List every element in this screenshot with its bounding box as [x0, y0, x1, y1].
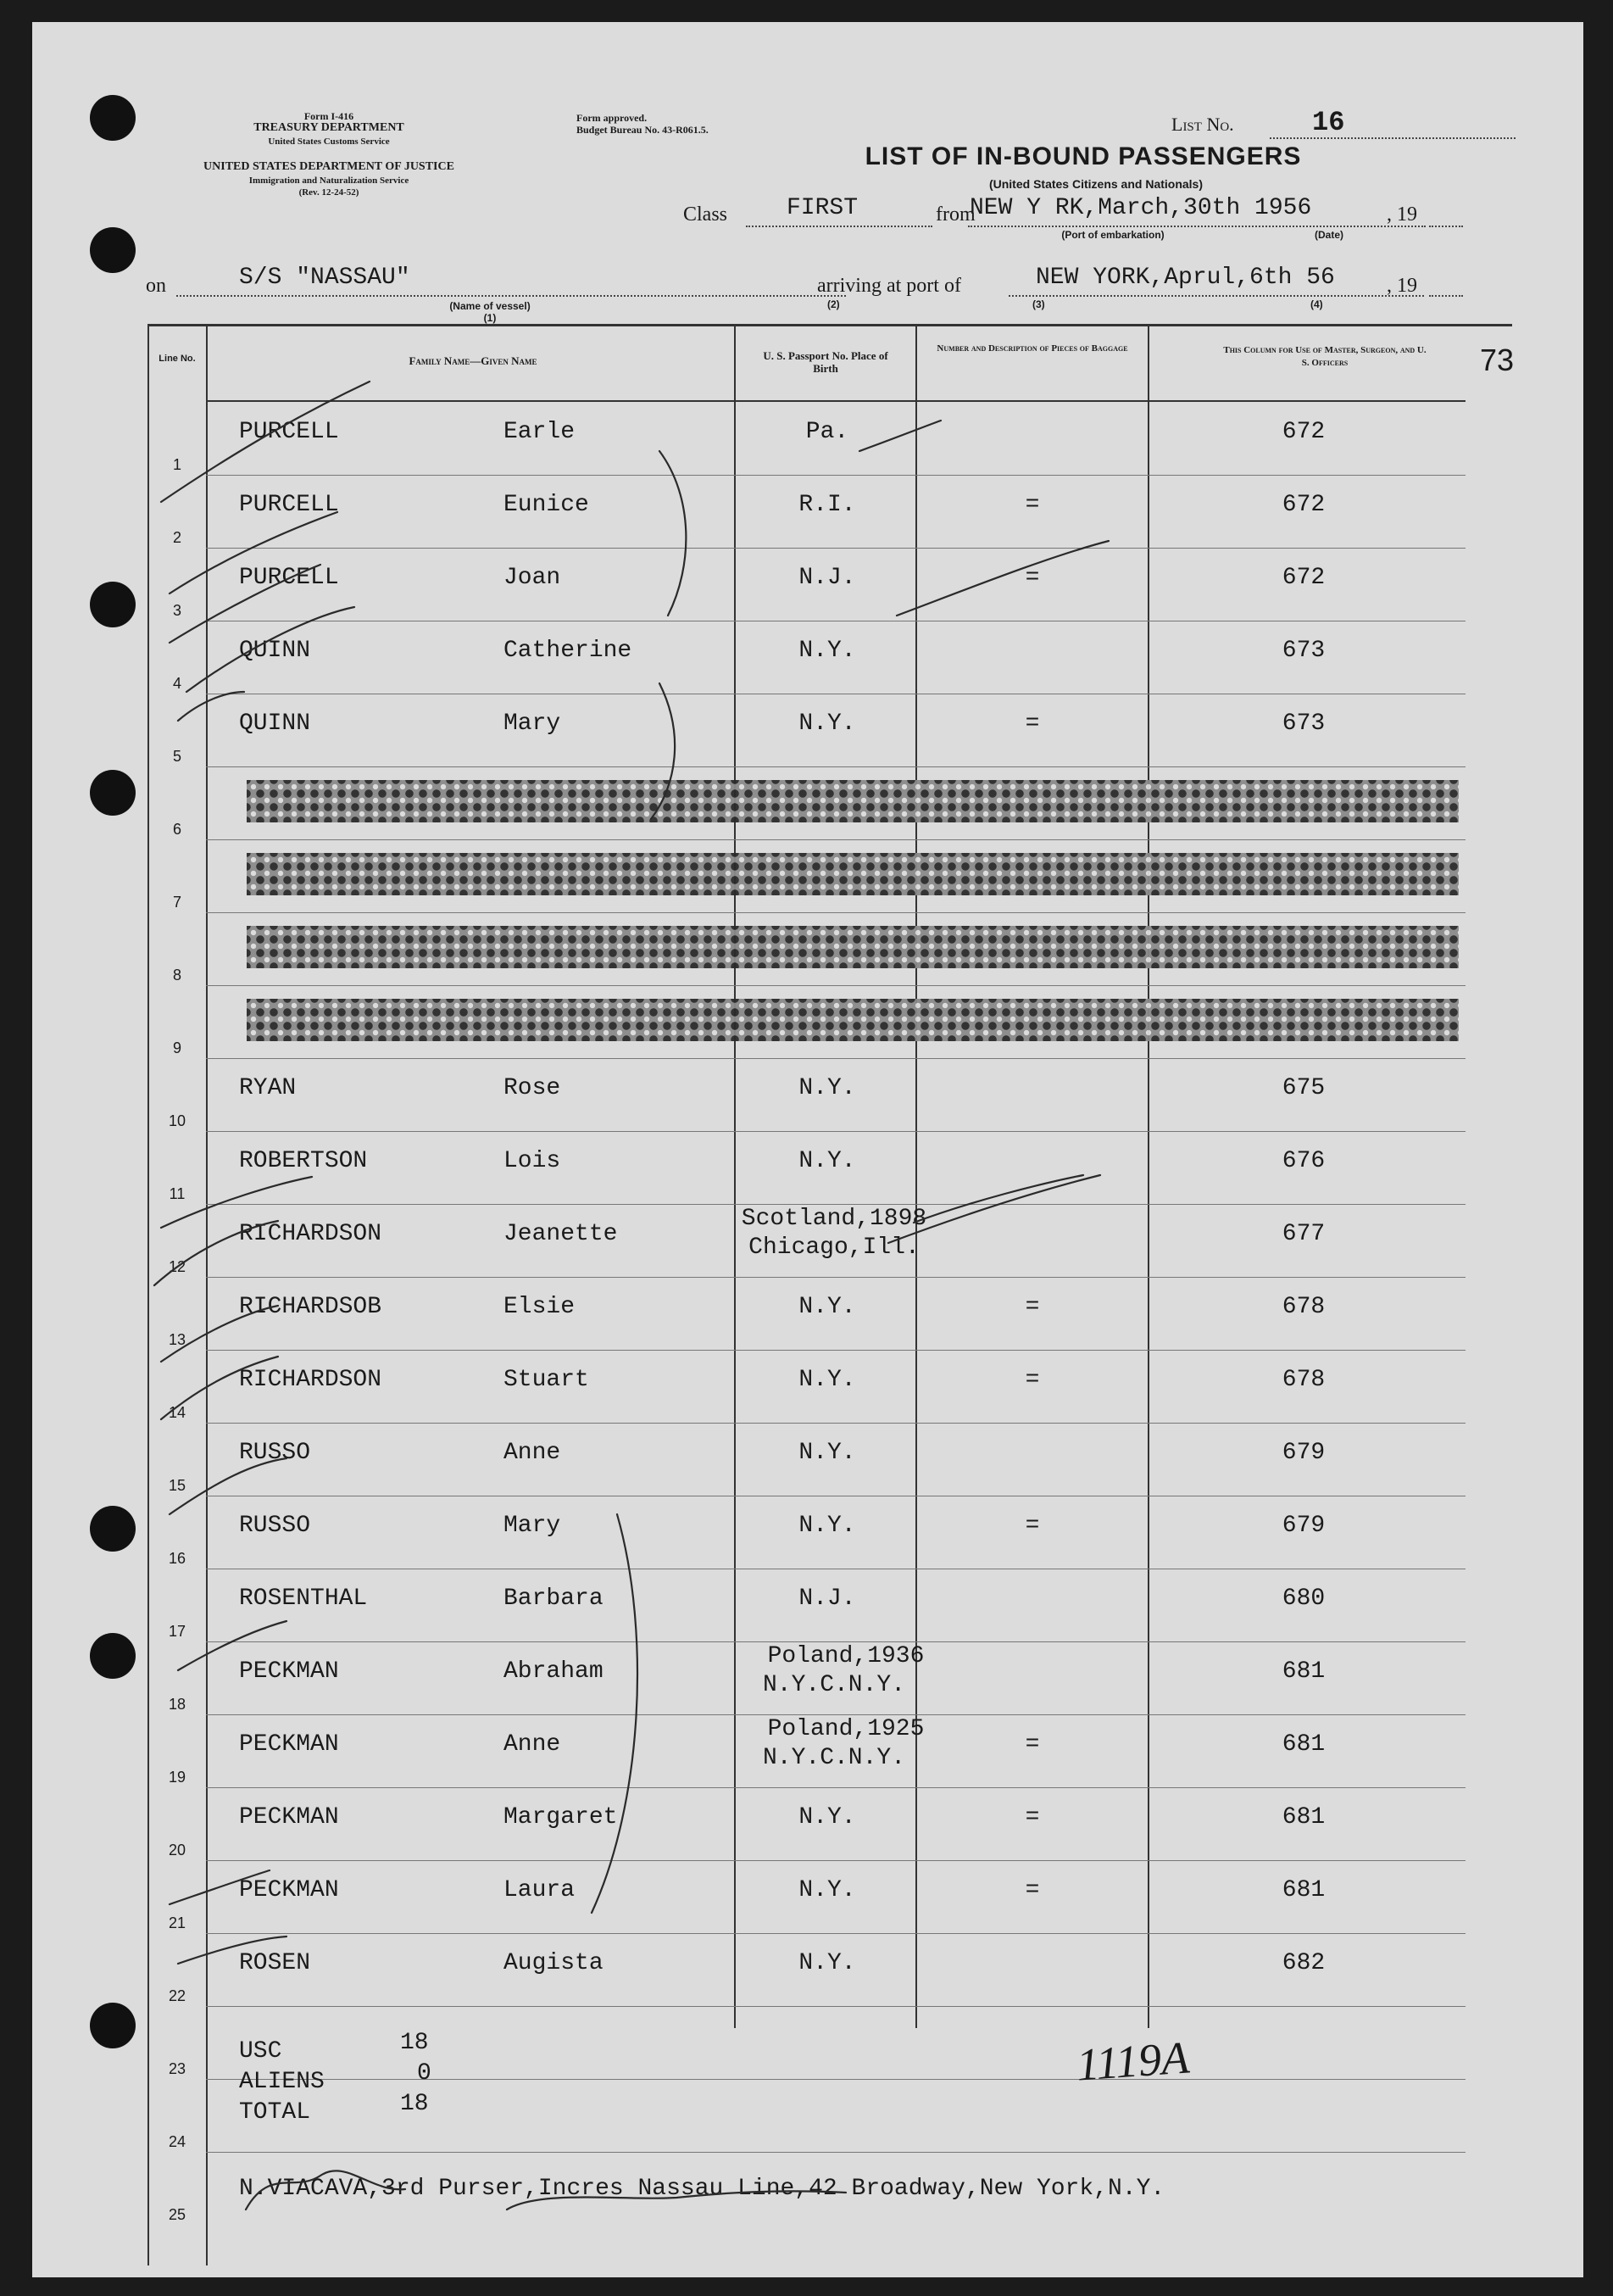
row-divider: [206, 985, 1466, 986]
baggage-ditto: =: [1025, 1877, 1040, 1903]
line-number: 15: [168, 1477, 186, 1494]
officer-number: 678: [1282, 1367, 1326, 1393]
family-name: PECKMAN: [239, 1731, 339, 1758]
column-2-number: (2): [827, 298, 840, 310]
date-caption: (Date): [1314, 229, 1343, 241]
given-name: Barbara: [503, 1585, 603, 1612]
vessel-caption: (Name of vessel): [449, 300, 531, 312]
redacted-row: [247, 780, 1459, 822]
row-divider: [206, 1204, 1466, 1205]
punch-hole: [90, 1506, 136, 1552]
row-divider: [206, 1714, 1466, 1715]
punch-hole: [90, 1633, 136, 1679]
line-number: 6: [172, 821, 181, 838]
line-number: 24: [168, 2133, 186, 2150]
baggage-ditto: =: [1025, 565, 1040, 591]
given-name: Eunice: [503, 492, 589, 518]
row-divider: [206, 1787, 1466, 1788]
punch-hole: [90, 770, 136, 816]
family-name: PECKMAN: [239, 1877, 339, 1903]
column-4-number: (4): [1310, 298, 1323, 310]
row-divider: [206, 2079, 1466, 2080]
header-family-name: Family Name—Given Name: [409, 354, 537, 367]
from-label: from: [936, 203, 976, 226]
on-label: on: [146, 275, 166, 297]
place-of-birth: N.Y.: [798, 711, 856, 737]
place-of-birth: N.Y.: [798, 1075, 856, 1101]
row-divider: [206, 912, 1466, 913]
family-name: PURCELL: [239, 565, 339, 591]
line-number: 14: [168, 1404, 186, 1421]
officer-number: 679: [1282, 1513, 1326, 1539]
line-number: 7: [172, 894, 181, 911]
port-embarkation-caption: (Port of embarkation): [1061, 229, 1165, 241]
line-number: 1: [172, 456, 181, 473]
row-divider: [206, 1131, 1466, 1132]
punch-hole: [90, 2003, 136, 2048]
baggage-ditto: =: [1025, 1513, 1040, 1539]
place-of-birth: Poland,1925: [767, 1716, 925, 1742]
place-of-birth: N.J.: [798, 1585, 856, 1612]
row-divider: [206, 766, 1466, 767]
arriving-label: arriving at port of: [817, 275, 961, 297]
header-baggage: Number and Description of Pieces of Baggage: [937, 343, 1128, 354]
line-number: 2: [172, 529, 181, 546]
redacted-row: [247, 926, 1459, 968]
line-number: 8: [172, 967, 181, 984]
header-officers: This Column for Use of Master, Surgeon, and U. S. Officers: [1223, 345, 1427, 368]
place-of-birth: N.Y.: [798, 1513, 856, 1539]
row-divider: [206, 475, 1466, 476]
officer-number: 672: [1282, 565, 1326, 591]
handwritten-note: 1119A: [1075, 2031, 1191, 2091]
officer-number: 681: [1282, 1877, 1326, 1903]
line-number: 10: [168, 1112, 186, 1129]
officer-number: 682: [1282, 1950, 1326, 1976]
header-line-no: Line No.: [159, 354, 196, 364]
line-number: 12: [168, 1258, 186, 1275]
usc-value: 18: [400, 2030, 429, 2056]
row-divider: [206, 1350, 1466, 1351]
baggage-ditto: =: [1025, 1804, 1040, 1831]
row-divider: [206, 2006, 1466, 2007]
family-name: PECKMAN: [239, 1804, 339, 1831]
officer-number: 673: [1282, 711, 1326, 737]
officer-number: 675: [1282, 1075, 1326, 1101]
usc-label: USC: [239, 2038, 282, 2065]
place-of-birth: N.Y.: [798, 1148, 856, 1174]
officer-number: 681: [1282, 1804, 1326, 1831]
total-value: 18: [400, 2091, 429, 2117]
page-number: 73: [1480, 343, 1515, 377]
given-name: Anne: [503, 1440, 561, 1466]
arriving-value: NEW YORK,Aprul,6th 56: [1036, 265, 1335, 291]
given-name: Catherine: [503, 638, 632, 664]
budget-bureau: Budget Bureau No. 43-R061.5.: [576, 124, 709, 136]
header-passport-birth: U. S. Passport No. Place of Birth: [763, 349, 888, 375]
officer-number: 679: [1282, 1440, 1326, 1466]
revision-date: (Rev. 12-24-52): [298, 187, 359, 198]
aliens-label: ALIENS: [239, 2069, 325, 2095]
given-name: Jeanette: [503, 1221, 618, 1247]
year-suffix: , 19: [1387, 203, 1417, 226]
officer-number: 678: [1282, 1294, 1326, 1320]
baggage-ditto: =: [1025, 1294, 1040, 1320]
line-number: 20: [168, 1842, 186, 1859]
officer-number: 672: [1282, 492, 1326, 518]
family-name: ROSEN: [239, 1950, 311, 1976]
given-name: Joan: [503, 565, 561, 591]
family-name: ROBERTSON: [239, 1148, 368, 1174]
column-3-number: (3): [1032, 298, 1045, 310]
line-number: 13: [168, 1331, 186, 1348]
given-name: Abraham: [503, 1658, 603, 1685]
aliens-value: 0: [417, 2060, 431, 2087]
page-title: LIST OF IN-BOUND PASSENGERS: [865, 142, 1302, 170]
customs-service: United States Customs Service: [268, 137, 390, 147]
class-label: Class: [683, 203, 728, 226]
row-divider: [206, 1423, 1466, 1424]
family-name: RUSSO: [239, 1440, 311, 1466]
line-number: 23: [168, 2060, 186, 2077]
place-of-birth-2: N.Y.C.N.Y.: [762, 1745, 906, 1771]
line-number: 3: [172, 602, 181, 619]
manifest-page: [32, 22, 1583, 2277]
place-of-birth-2: Chicago,Ill.: [748, 1234, 920, 1261]
baggage-ditto: =: [1025, 492, 1040, 518]
place-of-birth: N.Y.: [798, 638, 856, 664]
row-divider: [206, 1860, 1466, 1861]
line-number: 18: [168, 1696, 186, 1713]
family-name: ROSENTHAL: [239, 1585, 368, 1612]
place-of-birth: N.Y.: [798, 1950, 856, 1976]
family-name: QUINN: [239, 711, 311, 737]
class-value: FIRST: [787, 195, 859, 221]
officer-number: 672: [1282, 419, 1326, 445]
purser-line: N.VIACAVA,3rd Purser,Incres Nassau Line,42 Broadway,New York,N.Y.: [239, 2176, 1165, 2202]
row-divider: [206, 548, 1466, 549]
justice-dept: UNITED STATES DEPARTMENT OF JUSTICE: [203, 160, 454, 173]
given-name: Stuart: [503, 1367, 589, 1393]
form-number: Form I-416: [303, 110, 354, 122]
ins-service: Immigration and Naturalization Service: [248, 176, 409, 186]
line-number: 5: [172, 748, 181, 765]
given-name: Elsie: [503, 1294, 576, 1320]
given-name: Augista: [503, 1950, 603, 1976]
line-number: 19: [168, 1769, 186, 1786]
line-number: 4: [172, 675, 181, 692]
place-of-birth: N.J.: [798, 565, 856, 591]
officer-number: 677: [1282, 1221, 1326, 1247]
place-of-birth: N.Y.: [798, 1440, 856, 1466]
line-number: 22: [168, 1987, 186, 2004]
row-divider: [206, 1058, 1466, 1059]
punch-hole: [90, 582, 136, 627]
baggage-ditto: =: [1025, 1731, 1040, 1758]
vessel-caption-number: (1): [483, 312, 497, 324]
page-subtitle: (United States Citizens and Nationals): [988, 177, 1204, 191]
vessel-value: S/S "NASSAU": [239, 265, 410, 291]
list-no-value: 16: [1312, 107, 1345, 138]
line-number: 11: [169, 1185, 186, 1202]
place-of-birth: Poland,1936: [767, 1643, 925, 1669]
punch-hole: [90, 95, 136, 141]
total-label: TOTAL: [239, 2099, 311, 2126]
row-divider: [206, 1933, 1466, 1934]
family-name: RICHARDSON: [239, 1367, 382, 1393]
given-name: Laura: [503, 1877, 576, 1903]
place-of-birth-2: N.Y.C.N.Y.: [762, 1672, 906, 1698]
officer-number: 673: [1282, 638, 1326, 664]
given-name: Anne: [503, 1731, 561, 1758]
form-approved: Form approved.: [576, 112, 648, 124]
place-of-birth: Scotland,1898: [741, 1206, 927, 1232]
row-divider: [206, 839, 1466, 840]
line-number: 9: [172, 1039, 181, 1056]
place-of-birth: N.Y.: [798, 1804, 856, 1831]
family-name: RUSSO: [239, 1513, 311, 1539]
line-number: 16: [168, 1550, 186, 1567]
given-name: Margaret: [503, 1804, 618, 1831]
given-name: Mary: [503, 711, 561, 737]
line-number: 17: [168, 1623, 186, 1640]
list-no-label: List No.: [1171, 114, 1234, 135]
row-divider: [206, 1641, 1466, 1642]
place-of-birth: R.I.: [798, 492, 856, 518]
family-name: PURCELL: [239, 492, 339, 518]
line-number: 25: [168, 2206, 186, 2223]
from-value: NEW Y RK,March,30th 1956: [970, 195, 1312, 221]
given-name: Mary: [503, 1513, 561, 1539]
redacted-row: [247, 999, 1459, 1041]
place-of-birth: N.Y.: [798, 1877, 856, 1903]
place-of-birth: N.Y.: [798, 1367, 856, 1393]
family-name: RYAN: [239, 1075, 297, 1101]
given-name: Earle: [503, 419, 576, 445]
row-divider: [206, 2152, 1466, 2153]
baggage-ditto: =: [1025, 1367, 1040, 1393]
place-of-birth: Pa.: [805, 419, 849, 445]
family-name: PURCELL: [239, 419, 339, 445]
treasury-dept: TREASURY DEPARTMENT: [253, 121, 404, 134]
place-of-birth: N.Y.: [798, 1294, 856, 1320]
officer-number: 681: [1282, 1731, 1326, 1758]
officer-number: 680: [1282, 1585, 1326, 1612]
row-divider: [206, 1277, 1466, 1278]
punch-hole: [90, 227, 136, 273]
redacted-row: [247, 853, 1459, 895]
year-suffix-2: , 19: [1387, 275, 1417, 297]
family-name: QUINN: [239, 638, 311, 664]
family-name: PECKMAN: [239, 1658, 339, 1685]
baggage-ditto: =: [1025, 711, 1040, 737]
given-name: Lois: [503, 1148, 561, 1174]
line-number: 21: [168, 1914, 186, 1931]
officer-number: 681: [1282, 1658, 1326, 1685]
family-name: RICHARDSON: [239, 1221, 382, 1247]
family-name: RICHARDSOB: [239, 1294, 382, 1320]
officer-number: 676: [1282, 1148, 1326, 1174]
given-name: Rose: [503, 1075, 561, 1101]
